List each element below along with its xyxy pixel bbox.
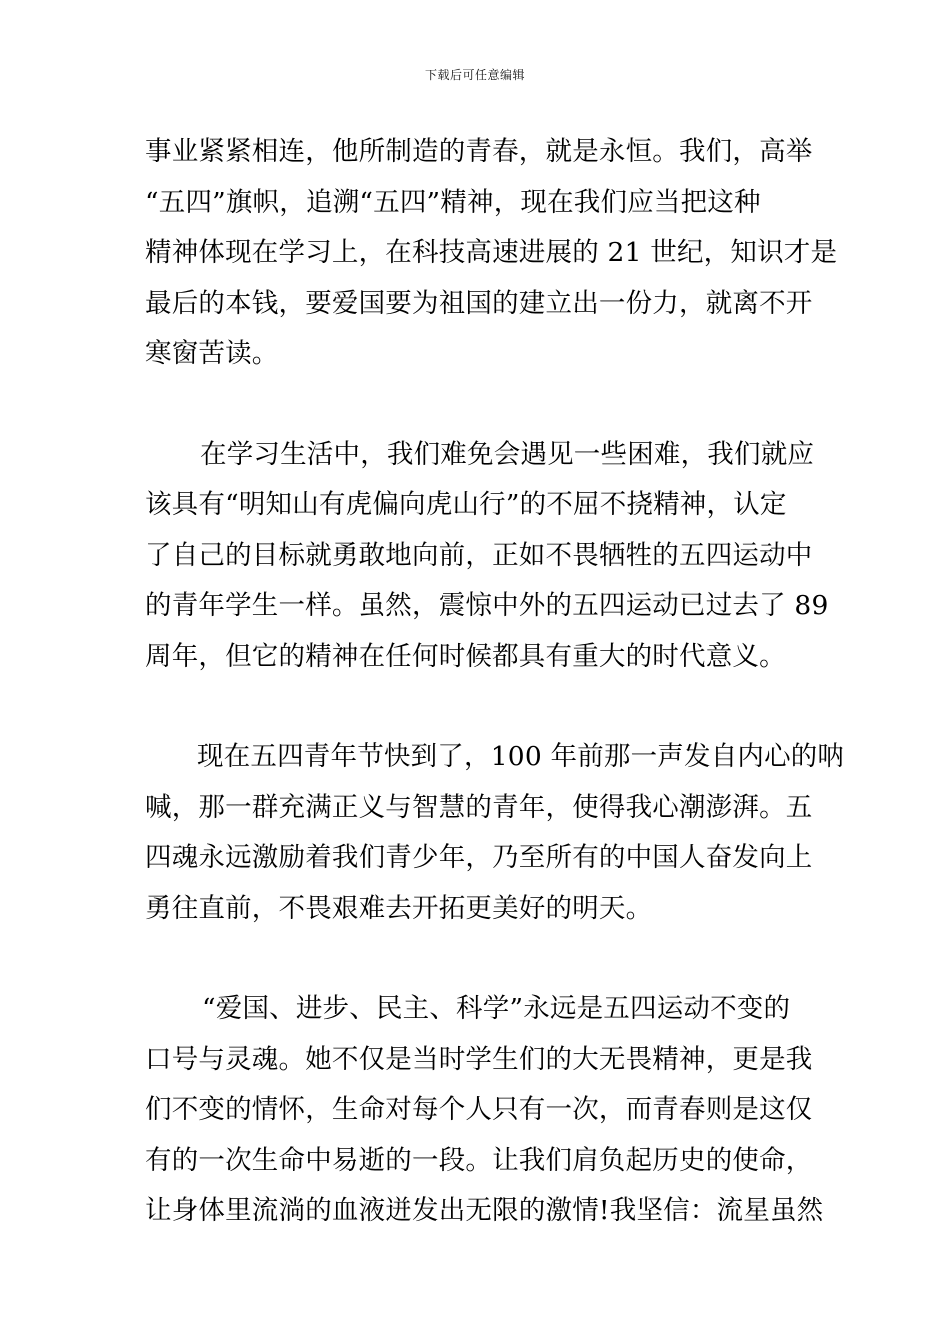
text-line: 喊，那一群充满正义与智慧的青年，使得我心潮澎湃。五 [145, 791, 813, 823]
paragraph-gap [145, 380, 810, 430]
text-line: 周年，但它的精神在任何时候都具有重大的时代意义。 [145, 640, 786, 672]
text-line: “五四”旗帜，追溯“五四”精神，现在我们应当把这种 [145, 186, 761, 218]
text-line: 了自己的目标就勇敢地向前，正如不畏牺牲的五四运动中 [145, 539, 813, 571]
text-line: 让身体里流淌的血液迸发出无限的激情!我坚信：流星虽然 [145, 1195, 824, 1226]
paragraph-3 [145, 732, 845, 934]
paragraph-1 [145, 127, 838, 380]
text-line: 现在五四青年节快到了，100 年前那一声发自内心的呐 [197, 741, 845, 772]
text-line: 有的一次生命中易逝的一段。让我们肩负起历史的使命， [145, 1144, 813, 1176]
header-note: 下载后可任意编辑 [424, 68, 525, 82]
text-line: 事业紧紧相连，他所制造的青春，就是永恒。我们，高举 [145, 136, 813, 167]
paragraph-gap [145, 934, 810, 984]
text-line: “爱国、进步、民主、科学”永远是五四运动不变的 [202, 993, 791, 1024]
document-body [145, 127, 845, 1237]
text-line: 精神体现在学习上，在科技高速进展的 21 世纪，知识才是 [145, 237, 838, 268]
text-line: 们不变的情怀，生命对每个人只有一次，而青春则是这仅 [145, 1094, 813, 1125]
text-line: 在学习生活中，我们难免会遇见一些困难，我们就应 [200, 438, 815, 470]
paragraph-gap [145, 682, 810, 732]
text-line: 该具有“明知山有虎偏向虎山行”的不屈不挠精神，认定 [145, 489, 787, 520]
paragraph-4 [145, 984, 824, 1237]
text-line: 的青年学生一样。虽然，震惊中外的五四运动已过去了 89 [145, 590, 829, 621]
paragraph-2 [145, 430, 829, 683]
text-line: 最后的本钱，要爱国要为祖国的建立出一份力，就离不开 [145, 287, 813, 319]
text-line: 寒窗苦读。 [145, 338, 279, 369]
text-line: 四魂永远激励着我们青少年，乃至所有的中国人奋发向上 [145, 842, 813, 873]
text-line: 口号与灵魂。她不仅是当时学生们的大无畏精神，更是我 [145, 1043, 813, 1075]
text-line: 勇往直前，不畏艰难去开拓更美好的明天。 [145, 892, 653, 924]
